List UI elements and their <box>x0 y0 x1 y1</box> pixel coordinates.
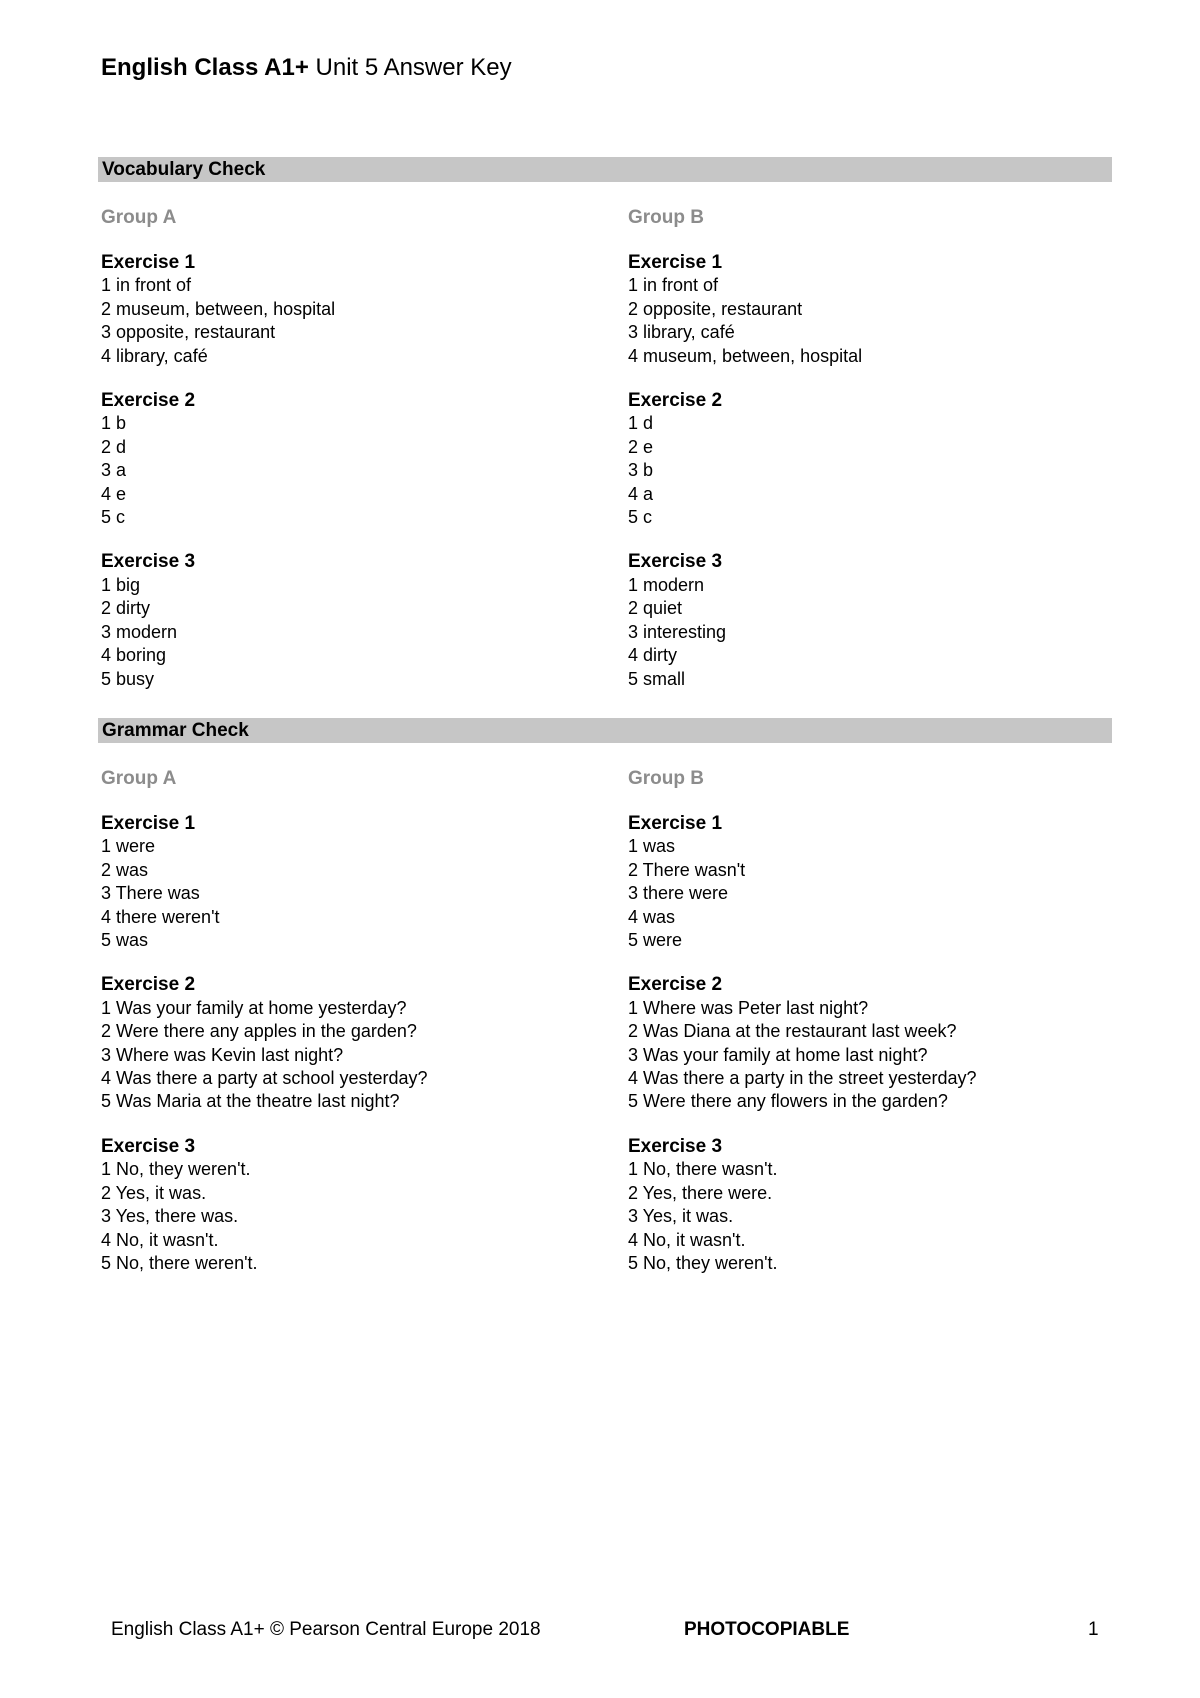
section-header-vocabulary: Vocabulary Check <box>98 157 1112 182</box>
answer-line: 2 museum, between, hospital <box>101 298 336 319</box>
answer-line: 3 modern <box>101 621 178 642</box>
answer-line: 2 quiet <box>628 598 683 619</box>
footer-page-number: 1 <box>1088 1619 1099 1640</box>
answer-line: 1 big <box>101 574 141 595</box>
grammar-group-b-column <box>628 767 977 1296</box>
answer-line: 1 in front of <box>101 275 192 296</box>
exercise-block <box>628 550 862 690</box>
exercise-heading: Exercise 3 <box>628 1135 723 1157</box>
answer-line: 2 Yes, there were. <box>628 1182 773 1203</box>
title-bold: English Class A1+ <box>101 54 309 81</box>
answer-line: 1 Was your family at home yesterday? <box>101 997 407 1018</box>
answer-line: 5 was <box>101 930 149 951</box>
grammar-group-a-column <box>101 767 428 1296</box>
answer-line: 1 were <box>101 836 156 857</box>
answer-line: 5 busy <box>101 668 155 689</box>
exercise-block <box>628 973 977 1113</box>
exercise-block <box>628 1135 977 1275</box>
answer-line: 3 there were <box>628 883 729 904</box>
exercise-block <box>101 812 428 952</box>
exercise-heading: Exercise 2 <box>628 974 723 996</box>
vocabulary-group-b-column <box>628 206 862 712</box>
answer-line: 2 Was Diana at the restaurant last week? <box>628 1021 957 1042</box>
exercise-heading: Exercise 2 <box>101 390 196 412</box>
answer-line: 5 c <box>628 507 653 528</box>
answer-line: 4 museum, between, hospital <box>628 345 863 366</box>
exercise-block <box>101 1135 428 1275</box>
exercise-block <box>101 389 335 529</box>
exercise-heading: Exercise 3 <box>628 551 723 573</box>
answer-line: 3 Was your family at home last night? <box>628 1044 928 1065</box>
answer-line: 4 e <box>101 483 127 504</box>
answer-line: 3 opposite, restaurant <box>101 322 276 343</box>
exercise-block <box>628 812 977 952</box>
exercise-heading: Exercise 1 <box>628 813 723 834</box>
answer-line: 5 Was Maria at the theatre last night? <box>101 1091 400 1112</box>
answer-line: 4 No, it wasn't. <box>101 1229 219 1250</box>
section-header-grammar: Grammar Check <box>98 718 1112 743</box>
answer-line: 2 Yes, it was. <box>101 1182 207 1203</box>
answer-line: 5 were <box>628 930 683 951</box>
answer-line: 4 was <box>628 906 676 927</box>
answer-line: 1 No, they weren't. <box>101 1159 251 1180</box>
exercise-block <box>628 251 862 368</box>
answer-line: 2 Were there any apples in the garden? <box>101 1021 417 1042</box>
exercise-heading: Exercise 1 <box>628 252 723 273</box>
answer-line: 4 No, it wasn't. <box>628 1229 746 1250</box>
answer-line: 1 Where was Peter last night? <box>628 997 869 1018</box>
exercise-heading: Exercise 2 <box>101 974 196 996</box>
exercise-block <box>628 389 862 529</box>
answer-line: 3 b <box>628 460 654 481</box>
answer-line: 4 boring <box>101 645 167 666</box>
exercise-heading: Exercise 1 <box>101 252 196 273</box>
answer-line: 4 a <box>628 483 654 504</box>
answer-line: 1 was <box>628 836 676 857</box>
page-title <box>101 54 512 82</box>
exercise-heading: Exercise 1 <box>101 813 196 834</box>
answer-line: 1 No, there wasn't. <box>628 1159 778 1180</box>
answer-line: 1 modern <box>628 574 705 595</box>
exercise-block <box>101 550 335 690</box>
answer-line: 2 There wasn't <box>628 859 746 880</box>
answer-line: 4 Was there a party at school yesterday? <box>101 1068 428 1089</box>
answer-line: 3 There was <box>101 883 200 904</box>
exercise-block <box>101 973 428 1113</box>
answer-line: 1 d <box>628 413 654 434</box>
answer-line: 2 d <box>101 436 127 457</box>
group-label: Group B <box>628 768 704 789</box>
answer-line: 4 there weren't <box>101 906 220 927</box>
group-label: Group A <box>101 207 177 228</box>
answer-line: 2 e <box>628 436 654 457</box>
exercise-heading: Exercise 3 <box>101 551 196 573</box>
answer-line: 5 c <box>101 507 126 528</box>
answer-line: 3 a <box>101 460 127 481</box>
answer-line: 5 No, they weren't. <box>628 1252 778 1273</box>
group-label: Group B <box>628 207 704 228</box>
exercise-heading: Exercise 3 <box>101 1135 196 1157</box>
footer-copyright: English Class A1+ © Pearson Central Europe 2018 <box>111 1619 541 1640</box>
exercise-block <box>101 251 335 368</box>
answer-line: 2 was <box>101 859 149 880</box>
answer-line: 5 Were there any flowers in the garden? <box>628 1091 948 1112</box>
vocabulary-group-a-column <box>101 206 335 712</box>
answer-line: 3 Where was Kevin last night? <box>101 1044 344 1065</box>
footer-photocopiable: PHOTOCOPIABLE <box>684 1619 850 1640</box>
answer-line: 2 opposite, restaurant <box>628 298 803 319</box>
answer-line: 4 dirty <box>628 645 678 666</box>
answer-line: 3 Yes, there was. <box>101 1206 239 1227</box>
exercise-heading: Exercise 2 <box>628 390 723 412</box>
answer-line: 5 small <box>628 668 686 689</box>
group-label: Group A <box>101 768 177 789</box>
answer-line: 2 dirty <box>101 598 151 619</box>
answer-line: 1 b <box>101 413 127 434</box>
answer-line: 3 interesting <box>628 621 727 642</box>
answer-line: 3 Yes, it was. <box>628 1206 734 1227</box>
answer-line: 4 Was there a party in the street yesterday? <box>628 1068 977 1089</box>
answer-line: 5 No, there weren't. <box>101 1252 258 1273</box>
answer-line: 1 in front of <box>628 275 719 296</box>
title-rest: Unit 5 Answer Key <box>308 54 512 81</box>
answer-line: 3 library, café <box>628 322 735 343</box>
answer-line: 4 library, café <box>101 345 208 366</box>
